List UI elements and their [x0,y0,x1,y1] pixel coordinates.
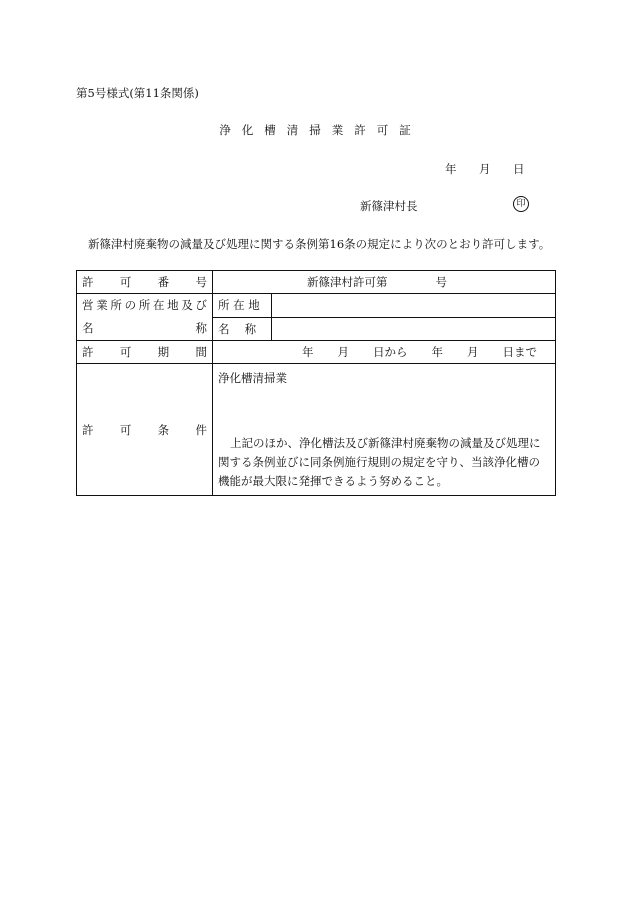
row-period [77,341,556,364]
date-day: 日 [513,162,525,176]
label-char: び [195,298,207,312]
label-char: 許 [82,275,94,289]
intro-text: 新篠津村廃棄物の減量及び処理に関する条例第16条の規定により次のとおり許可します。 [88,237,551,251]
title-char: 証 [399,123,411,137]
label-char: 所 [110,298,122,312]
label-char: 番 [157,275,170,289]
title-char: 掃 [309,123,321,137]
seal-mark: 印 [513,196,529,212]
label-char: 可 [119,345,132,359]
period-month-to: 月 [467,345,479,359]
conditions-value [213,364,556,496]
conditions-label [77,364,213,496]
permit-number-suffix: 号 [435,275,447,289]
permit-table [76,270,556,496]
date-month: 月 [479,162,491,176]
date-year: 年 [445,162,457,176]
permit-number-prefix: 新篠津村許可第 [307,275,388,289]
location-label: 所 在 地 [213,294,272,318]
name-value [272,317,556,341]
label-char: 号 [195,275,207,289]
period-year: 年 [302,345,314,359]
document-title [0,122,630,138]
label-char: 地 [167,298,179,312]
form-number: 第5号様式(第11条関係) [76,86,199,100]
title-char: 可 [376,123,389,137]
label-char: 可 [119,275,132,289]
row-location [77,294,556,318]
label-char: 及 [181,298,193,312]
label-char: 営 [82,298,94,312]
label-char: の [124,298,137,312]
period-value [213,341,556,364]
label-char: 件 [195,422,207,437]
title-char: 業 [331,123,344,137]
label-char: 許 [82,345,94,359]
issuer-name: 新篠津村長 [360,199,418,213]
label-char: 名 [82,321,94,335]
period-day-to: 日まで [502,345,537,359]
title-char: 許 [354,123,366,137]
period-year-to: 年 [431,345,443,359]
title-char: 槽 [264,123,276,137]
conditions-body: 上記のほか、浄化槽法及び新篠津村廃棄物の減量及び処理に関する条例並びに同条例施行規則の規定を守り、当該浄化槽の機能が最大限に発揮できるよう努めること。 [218,436,541,488]
label-char: 所 [138,298,151,312]
title-char: 清 [286,123,299,137]
label-char: 期 [157,345,170,359]
label-char: 条 [157,422,170,437]
office-label [77,294,213,341]
label-char: 称 [195,321,207,335]
period-month: 月 [337,345,349,359]
row-permit-number [77,271,556,294]
title-char: 浄 [219,123,231,137]
conditions-head: 浄化槽清掃業 [218,371,287,385]
permit-number-value [213,271,556,294]
row-conditions [77,364,556,496]
location-value [272,294,556,318]
permit-number-label [77,271,213,294]
label-char: 在 [152,298,165,312]
label-char: 許 [82,422,94,437]
label-char: 業 [96,298,108,312]
label-char: 間 [195,345,207,359]
period-day-from: 日から [373,345,408,359]
title-char: 化 [241,123,254,137]
period-label [77,341,213,364]
name-label: 名 称 [213,317,272,341]
label-char: 可 [119,422,132,437]
